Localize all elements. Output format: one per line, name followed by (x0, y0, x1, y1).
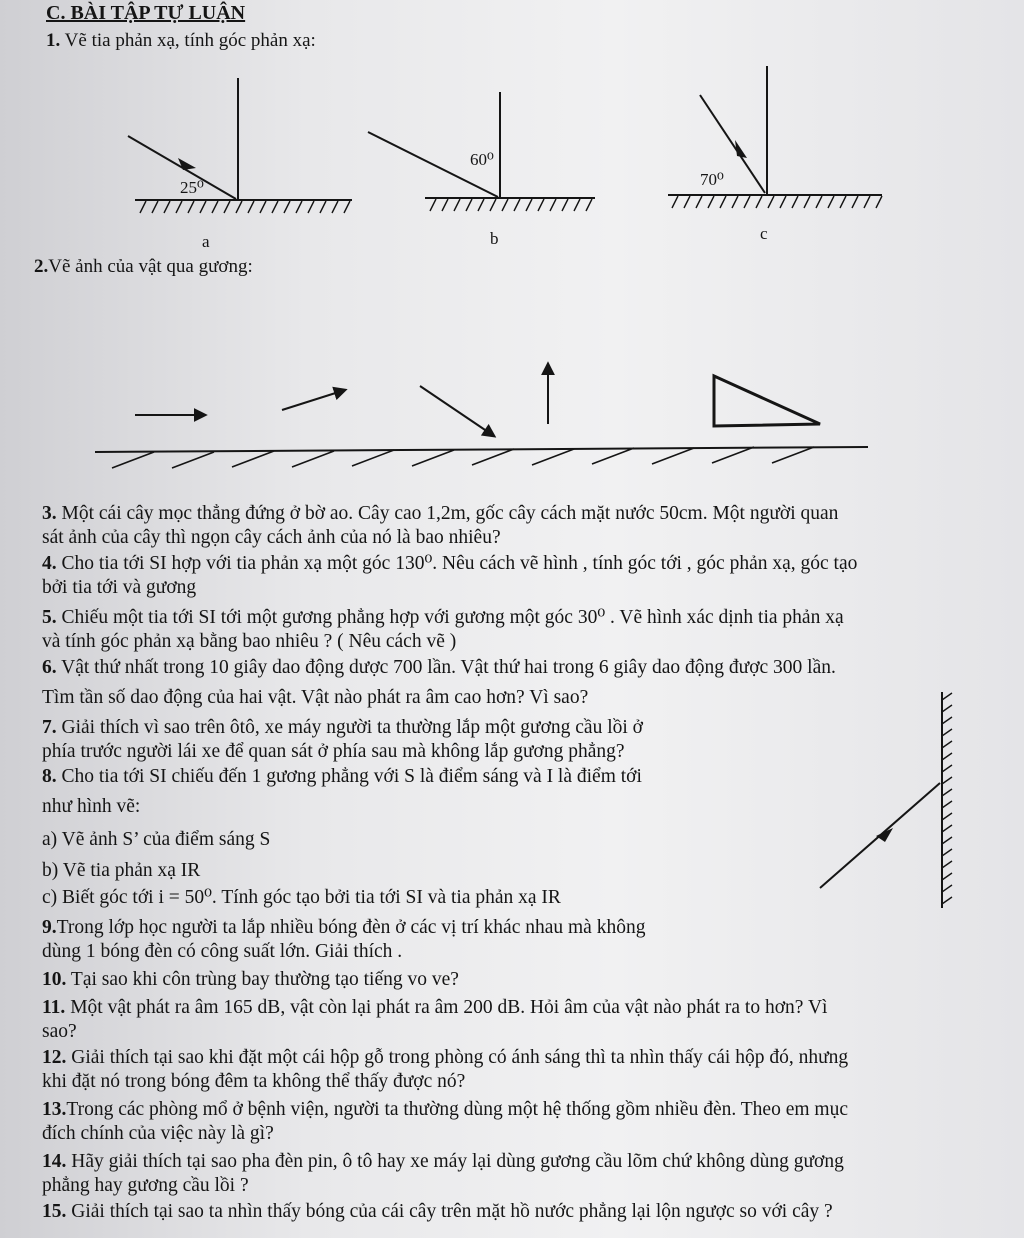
question-12 (42, 1046, 848, 1094)
mirror-b-hatch (430, 199, 592, 211)
question-14-number: 14. (42, 1151, 67, 1172)
question-10-text-1: Tại sao khi côn trùng bay thường tạo tiếng vo ve? (70, 969, 459, 990)
question-7-text-2: phía trước người lái xe để quan sát ở phía sau mà không lắp gương phẳng? (42, 741, 625, 762)
section-title: C. BÀI TẬP TỰ LUẬN (46, 2, 246, 24)
question-5-text-1: Chiếu một tia tới SI tới một gương phẳng hợp với gương một góc 30⁰ . Vẽ hình xác dịnh tia phản xạ (61, 607, 844, 628)
question-15-number: 15. (42, 1201, 67, 1222)
question-3-text-2: sát ảnh của cây thì ngọn cây cách ảnh của nó là bao nhiêu? (42, 527, 501, 548)
figure-q2 (95, 364, 868, 468)
question-8-text-1: Cho tia tới SI chiếu đến 1 gương phẳng với S là điểm sáng và I là điểm tới (61, 766, 642, 787)
question-8-text-2: như hình vẽ: (42, 796, 141, 817)
question-13-number: 13. (42, 1099, 67, 1120)
figure-c-label: c (760, 224, 768, 243)
object-arrow-down-right (420, 386, 494, 436)
question-3-number: 3. (42, 503, 57, 524)
ray-arrow-c (735, 140, 747, 158)
ray-arrow-q8 (876, 828, 893, 842)
mirror-c-hatch (672, 196, 882, 208)
question-8-line-1 (42, 765, 642, 789)
mirror-a-hatch (140, 201, 350, 213)
question-14 (42, 1150, 844, 1198)
question-12-line-1 (42, 1046, 848, 1070)
question-13-text-1: Trong các phòng mổ ở bệnh viện, người ta thường dùng một hệ thống gồm nhiều đèn. Theo em mục (66, 1099, 848, 1120)
question-7 (42, 716, 643, 764)
figure-q8 (820, 692, 952, 908)
question-9-line-1 (42, 916, 645, 940)
question-9-text-1: Trong lớp học người ta lắp nhiều bóng đèn ở các vị trí khác nhau mà không (56, 917, 646, 938)
question-13-line-1 (42, 1098, 848, 1122)
question-12-number: 12. (42, 1047, 67, 1068)
q2-text: Vẽ ảnh của vật qua gương: (48, 256, 253, 277)
figure-b-label: b (490, 229, 499, 248)
figure-c-angle: 70⁰ (700, 170, 724, 189)
question-10-line-1 (42, 968, 459, 992)
question-9-text-2: dùng 1 bóng đèn có công suất lớn. Giải thích . (42, 941, 403, 962)
q1-text: Vẽ tia phản xạ, tính góc phản xạ: (64, 30, 316, 51)
question-15-line-1 (42, 1200, 833, 1224)
question-12-text-2: khi đặt nó trong bóng đêm ta không thể thấy được nó? (42, 1071, 466, 1092)
question-11-text-2: sao? (42, 1021, 77, 1042)
object-triangle (714, 376, 820, 426)
question-5-line-1 (42, 606, 844, 630)
question-8-part-c: c) Biết góc tới i = 50⁰. Tính góc tạo bởi tia tới SI và tia phản xạ IR (42, 887, 561, 908)
question-7-line-1 (42, 716, 643, 740)
question-11 (42, 996, 827, 1044)
question-5-number: 5. (42, 607, 57, 628)
question-10 (42, 968, 459, 992)
object-arrow-up-right (282, 390, 345, 410)
question-6-text-1: Vật thứ nhất trong 10 giây dao động dược 700 lần. Vật thứ hai trong 6 giây dao động được 300 lần. (61, 657, 836, 678)
figure-b-angle: 60⁰ (470, 150, 494, 169)
question-4-text-1: Cho tia tới SI hợp với tia phản xạ một góc 130⁰. Nêu cách vẽ hình , tính góc tới , góc phản xạ, góc tạo (61, 553, 858, 574)
question-2 (34, 256, 253, 278)
question-11-text-1: Một vật phát ra âm 165 dB, vật còn lại phát ra âm 200 dB. Hỏi âm của vật nào phát ra to hơn? Vì (70, 997, 828, 1018)
question-3-line-1 (42, 502, 838, 526)
question-13 (42, 1098, 848, 1146)
question-8 (42, 765, 642, 819)
question-4-text-2: bởi tia tới và gương (42, 577, 197, 598)
question-4-line-1 (42, 552, 857, 576)
figure-a-angle: 25⁰ (180, 178, 204, 197)
question-11-line-1 (42, 996, 827, 1020)
question-6-number: 6. (42, 657, 57, 678)
question-5-text-2: và tính góc phản xạ bằng bao nhiêu ? ( Nêu cách vẽ ) (42, 631, 457, 652)
question-14-text-1: Hãy giải thích tại sao pha đèn pin, ô tô hay xe máy lại dùng gương cầu lõm chứ không dùng gương (71, 1151, 844, 1172)
question-9 (42, 916, 645, 964)
question-15 (42, 1200, 833, 1224)
question-7-number: 7. (42, 717, 57, 738)
question-3-text-1: Một cái cây mọc thẳng đứng ở bờ ao. Cây cao 1,2m, gốc cây cách mặt nước 50cm. Một người quan (61, 503, 839, 524)
q1-number: 1. (46, 30, 61, 51)
question-8-number: 8. (42, 766, 57, 787)
question-14-line-1 (42, 1150, 844, 1174)
question-3 (42, 502, 838, 550)
question-5 (42, 606, 844, 654)
question-4 (42, 552, 857, 600)
question-4-number: 4. (42, 553, 57, 574)
question-10-number: 10. (42, 969, 67, 990)
question-6-text-2: Tìm tần số dao động của hai vật. Vật nào phát ra âm cao hơn? Vì sao? (42, 687, 589, 708)
ray-arrow-a (178, 158, 196, 170)
question-8-part-a: a) Vẽ ảnh S’ của điểm sáng S (42, 829, 271, 850)
figure-a (128, 78, 352, 213)
question-7-text-1: Giải thích vì sao trên ôtô, xe máy người ta thường lắp một gương cầu lồi ở (61, 717, 643, 738)
question-15-text-1: Giải thích tại sao ta nhìn thấy bóng của cái cây trên mặt hồ nước phẳng lại lộn ngược so với cây ? (71, 1201, 833, 1222)
question-11-number: 11. (42, 997, 66, 1018)
q2-number: 2. (34, 256, 49, 277)
question-12-text-1: Giải thích tại sao khi đặt một cái hộp gỗ trong phòng có ánh sáng thì ta nhìn thấy cái hộp đó, nhưng (71, 1047, 849, 1068)
mirror-q8-hatch (942, 693, 952, 904)
question-9-number: 9. (42, 917, 57, 938)
question-14-text-2: phẳng hay gương cầu lồi ? (42, 1175, 249, 1196)
figure-a-label: a (202, 232, 210, 251)
question-8-part-b: b) Vẽ tia phản xạ IR (42, 860, 201, 881)
question-13-text-2: đích chính của việc này là gì? (42, 1123, 274, 1144)
question-6-line-1 (42, 656, 836, 680)
question-6 (42, 656, 836, 710)
